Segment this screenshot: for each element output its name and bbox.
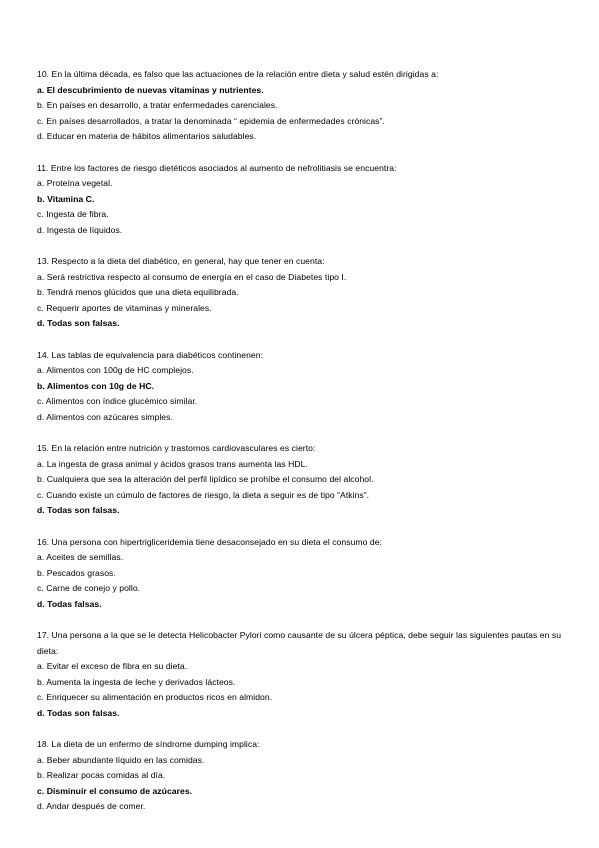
answer-option-c: c. Disminuir el consumo de azúcares. [37, 785, 193, 796]
question-16 [37, 535, 567, 613]
question-stem: 11. Entre los factores de riesgo dietéticos asociados al aumento de nefrolitiasis se encuentra: [37, 162, 397, 173]
question-stem: 14. Las tablas de equivalencia para diabéticos continenen: [37, 349, 264, 360]
question-17 [37, 628, 567, 721]
answer-option-d: d. Todas son falsas. [37, 505, 120, 515]
answer-option-c: c. Cuando existe un cúmulo de factores de riesgo, la dieta a seguir es de tipo “Atkins”. [37, 489, 370, 500]
answer-option-a: a. Evitar el exceso de fibra en su dieta. [37, 661, 188, 671]
answer-option-a: a. La ingesta de grasa animal y ácidos grasos trans aumenta las HDL. [37, 458, 308, 469]
answer-option-d: d. Andar después de comer. [37, 801, 146, 811]
answer-option-a: a. Será restrictiva respecto al consumo de energía en el caso de Diabetes tipo I. [37, 271, 347, 282]
question-stem: 15. En la relación entre nutrición y trastornos cardiovasculares es cierto: [37, 443, 316, 453]
question-stem: 13. Respecto a la dieta del diabético, en general, hay que tener en cuenta: [37, 256, 325, 266]
question-stem: 10. En la última década, es falso que las actuaciones de la relación entre dieta y salud estén dirigidas a: [37, 69, 439, 79]
answer-option-b: b. Pescados grasos. [37, 567, 116, 578]
question-15 [37, 441, 567, 519]
answer-option-b: b. Cualquiera que sea la alteración del perfil lipídico se prohíbe el consumo del alcohol. [37, 474, 374, 484]
answer-option-c: c. Enriquecer su alimentación en productos ricos en almidon. [37, 692, 273, 702]
answer-option-d: d. Educar en materia de hábitos alimentarios saludables. [37, 131, 257, 141]
answer-option-b: b. Vitamina C. [37, 193, 95, 204]
answer-option-d: d. Todas son falsas. [37, 318, 120, 328]
question-10 [37, 67, 567, 145]
answer-option-c: c. Alimentos con índice glucémico similar. [37, 396, 198, 406]
answer-option-b: b. En países en desarrollo, a tratar enfermedades carenciales. [37, 100, 278, 110]
answer-option-b: b. Realizar pocas comidas al día. [37, 770, 166, 780]
answer-option-c: c. Ingesta de fibra. [37, 209, 109, 219]
question-14 [37, 348, 567, 426]
question-list [37, 67, 567, 831]
answer-option-a: a. Beber abundante líquido en las comidas. [37, 754, 205, 765]
answer-option-d: d. Todas falsas. [37, 598, 102, 609]
question-13 [37, 254, 567, 332]
answer-option-d: d. Todas son falsas. [37, 707, 120, 718]
answer-option-b: b. Tendrá menos glúcidos que una dieta equilibrada. [37, 287, 239, 297]
answer-option-a: a. Alimentos con 100g de HC complejos. [37, 365, 194, 375]
question-stem: 18. La dieta de un enfermo de síndrome dumping implica: [37, 739, 260, 749]
answer-option-d: d. Ingesta de líquidos. [37, 224, 123, 235]
question-18 [37, 737, 567, 815]
answer-option-c: c. En países desarrollados, a tratar la denominada “ epidemia de enfermedades crónicas”. [37, 115, 385, 126]
answer-option-c: c. Carne de conejo y pollo. [37, 583, 141, 593]
question-stem: 16. Una persona con hipertrigliceridemia tiene desaconsejado en su dieta el consumo de: [37, 536, 382, 547]
answer-option-a: a. Proteína vegetal. [37, 178, 113, 188]
answer-option-a: a. El descubrimiento de nuevas vitaminas y nutrientes. [37, 84, 264, 95]
answer-option-d: d. Alimentos con azúcares simples. [37, 411, 173, 422]
answer-option-b: b. Alimentos con 10g de HC. [37, 380, 155, 391]
answer-option-c: c. Requerir aportes de vitaminas y minerales. [37, 302, 212, 313]
question-11 [37, 161, 567, 239]
answer-option-a: a. Aceites de semillas. [37, 552, 124, 562]
answer-option-b: b. Aumenta la ingesta de leche y derivados lácteos. [37, 676, 236, 687]
question-stem: 17. Una persona a la que se le detecta Helicobacter Pylori como causante de su úlcera péptica, debe seguir las siguientes pautas en su dieta: [37, 630, 562, 656]
